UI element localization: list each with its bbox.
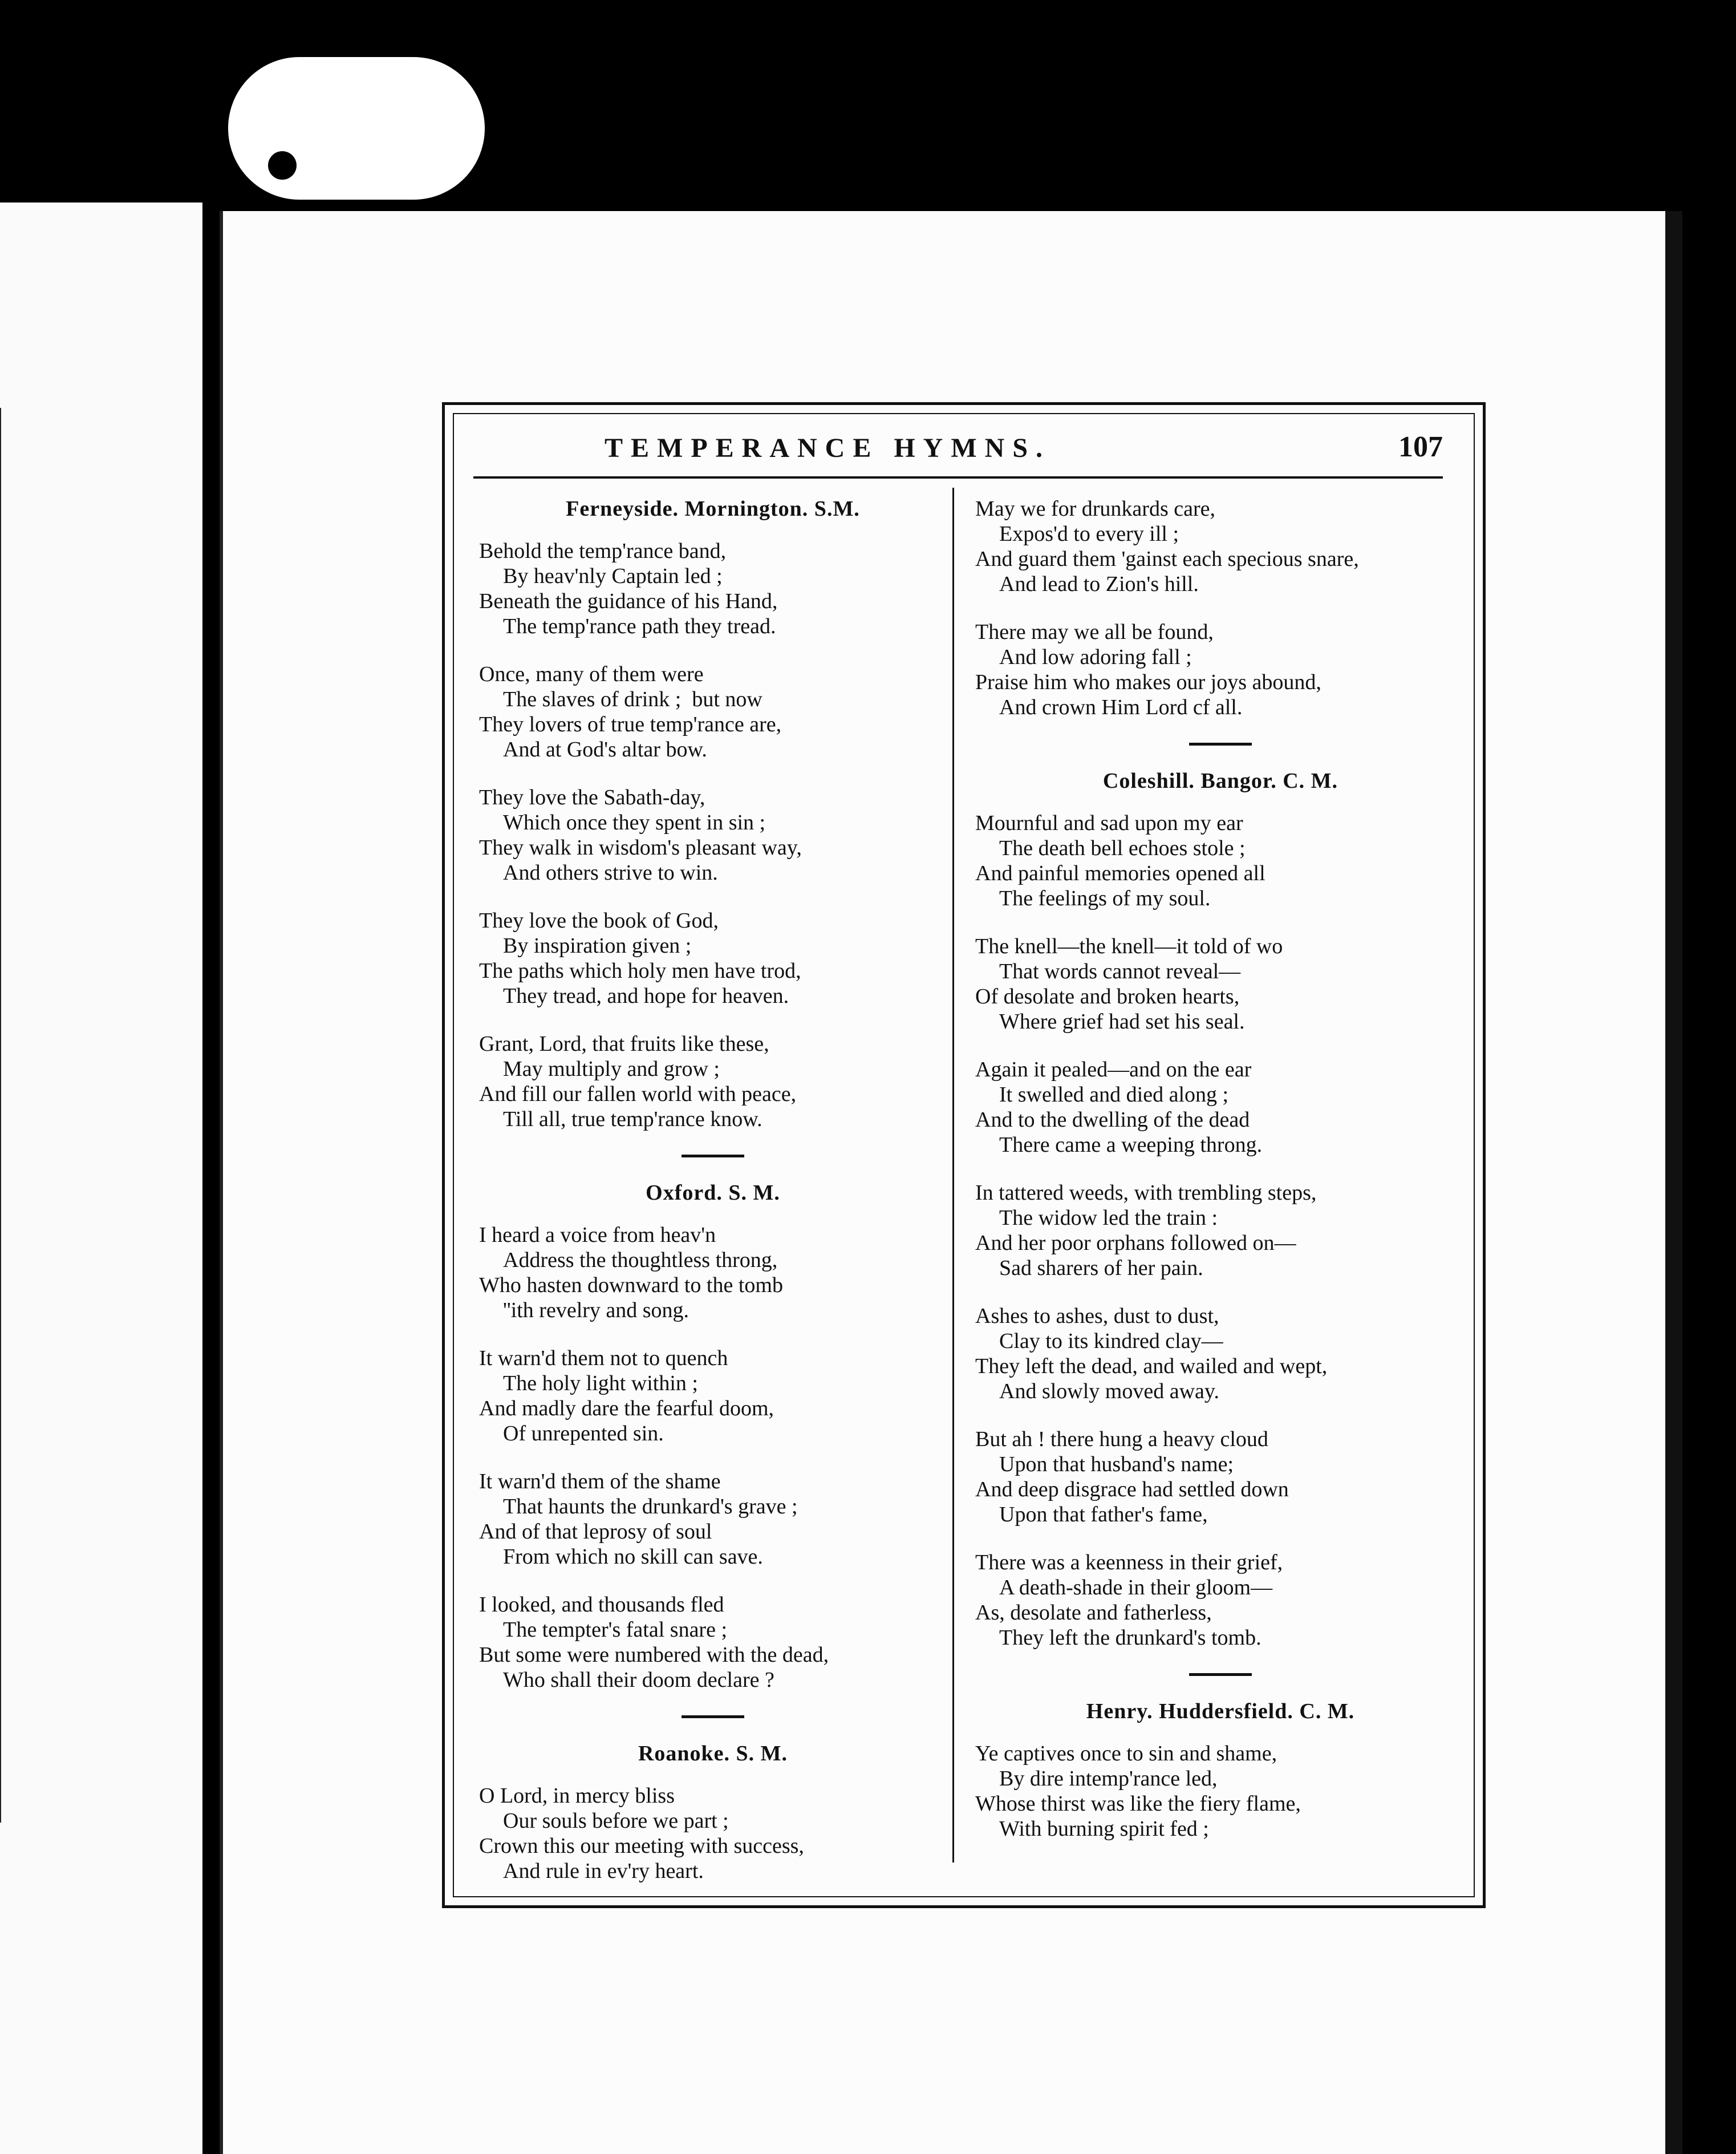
stanza: [479, 1469, 947, 1569]
verse-line: But ah ! there hung a heavy cloud: [975, 1427, 1268, 1451]
verse-line: They tread, and hope for heaven.: [503, 984, 789, 1008]
stanza: [975, 1741, 1466, 1841]
verse-line: Our souls before we part ;: [503, 1809, 729, 1833]
verse-line: They walk in wisdom's pleasant way,: [479, 836, 802, 860]
hymn-separator: [1189, 1673, 1252, 1676]
stanza: [975, 1550, 1466, 1650]
stanza: [975, 496, 1466, 597]
verse-line: And painful memories opened all: [975, 861, 1266, 885]
tune-heading: Henry. Huddersfield. C. M.: [1086, 1699, 1355, 1723]
verse-line: And slowly moved away.: [999, 1379, 1219, 1403]
hymn-separator: [682, 1155, 744, 1157]
verse-line: There was a keenness in their grief,: [975, 1550, 1283, 1574]
verse-line: Of unrepented sin.: [503, 1422, 664, 1446]
page-frame: [442, 402, 1486, 1908]
verse-line: Sad sharers of her pain.: [999, 1256, 1203, 1280]
stanza: [975, 620, 1466, 720]
verse-line: Clay to its kindred clay—: [999, 1329, 1223, 1353]
facing-page-edge: [0, 203, 202, 2154]
verse-line: And low adoring fall ;: [999, 645, 1192, 669]
tune-heading: Ferneyside. Mornington. S.M.: [566, 497, 860, 521]
stanza: [479, 1031, 947, 1132]
stanza: [975, 1303, 1466, 1404]
stanza: [975, 1057, 1466, 1157]
verse-line: The death bell echoes stole ;: [999, 836, 1246, 860]
verse-line: Upon that husband's name;: [999, 1452, 1234, 1476]
stanza: [479, 785, 947, 885]
stanza: [975, 811, 1466, 911]
running-title: TEMPERANCE HYMNS.: [605, 433, 1051, 463]
verse-line: I looked, and thousands fled: [479, 1593, 724, 1617]
stanza: [479, 662, 947, 762]
verse-line: And to the dwelling of the dead: [975, 1108, 1250, 1132]
verse-line: ''ith revelry and song.: [503, 1298, 689, 1322]
verse-line: The widow led the train :: [999, 1206, 1218, 1230]
verse-line: There may we all be found,: [975, 620, 1214, 644]
stanza: [479, 538, 947, 639]
verse-line: They lovers of true temp'rance are,: [479, 712, 782, 736]
verse-line: The paths which holy men have trod,: [479, 959, 801, 983]
verse-line: Mournful and sad upon my ear: [975, 811, 1243, 835]
verse-line: Of desolate and broken hearts,: [975, 985, 1240, 1009]
verse-line: The temp'rance path they tread.: [503, 614, 776, 638]
verse-line: Till all, true temp'rance know.: [503, 1107, 762, 1131]
verse-line: I heard a voice from heav'n: [479, 1223, 716, 1247]
verse-line: That haunts the drunkard's grave ;: [503, 1495, 798, 1519]
verse-line: With burning spirit fed ;: [999, 1817, 1209, 1841]
verse-line: Address the thoughtless throng,: [503, 1248, 778, 1272]
verse-line: They left the dead, and wailed and wept,: [975, 1354, 1328, 1378]
column-divider: [952, 488, 954, 1863]
tag-hole: [268, 151, 297, 180]
verse-line: A death-shade in their gloom—: [999, 1576, 1273, 1600]
verse-line: The slaves of drink ; but now: [503, 687, 762, 711]
tune-heading: Oxford. S. M.: [646, 1181, 780, 1205]
stanza: [479, 908, 947, 1009]
verse-line: The holy light within ;: [503, 1371, 698, 1395]
header-rule: [473, 476, 1443, 479]
stanza: [479, 1592, 947, 1693]
verse-line: May multiply and grow ;: [503, 1057, 720, 1081]
hymn-separator: [1189, 743, 1252, 746]
verse-line: Once, many of them were: [479, 662, 704, 686]
verse-line: O Lord, in mercy bliss: [479, 1784, 675, 1808]
verse-line: In tattered weeds, with trembling steps,: [975, 1181, 1317, 1205]
page-number: 107: [1398, 431, 1443, 463]
verse-line: It warn'd them of the shame: [479, 1469, 721, 1493]
verse-line: The tempter's fatal snare ;: [503, 1618, 728, 1642]
paper-tag: [228, 57, 485, 200]
verse-line: Where grief had set his seal.: [999, 1010, 1245, 1034]
running-header: [473, 428, 1443, 468]
verse-line: Behold the temp'rance band,: [479, 539, 727, 563]
verse-line: There came a weeping throng.: [999, 1133, 1263, 1157]
verse-line: Which once they spent in sin ;: [503, 811, 766, 835]
stanza: [975, 1180, 1466, 1281]
verse-line: From which no skill can save.: [503, 1545, 763, 1569]
left-column: [479, 496, 947, 1906]
verse-line: Whose thirst was like the fiery flame,: [975, 1792, 1301, 1816]
verse-line: The feelings of my soul.: [999, 886, 1211, 910]
verse-line: By heav'nly Captain led ;: [503, 564, 723, 588]
verse-line: And madly dare the fearful doom,: [479, 1396, 774, 1420]
verse-line: It warn'd them not to quench: [479, 1346, 728, 1370]
verse-line: The knell—the knell—it told of wo: [975, 934, 1283, 958]
verse-line: And lead to Zion's hill.: [999, 572, 1199, 596]
verse-line: Crown this our meeting with success,: [479, 1834, 804, 1858]
verse-line: That words cannot reveal—: [999, 959, 1241, 983]
verse-line: It swelled and died along ;: [999, 1083, 1229, 1107]
verse-line: And at God's altar bow.: [503, 738, 707, 762]
verse-line: Ashes to ashes, dust to dust,: [975, 1304, 1219, 1328]
stanza: [479, 1222, 947, 1323]
right-column: [975, 496, 1466, 1864]
tune-heading: Roanoke. S. M.: [638, 1742, 788, 1766]
verse-line: Expos'd to every ill ;: [999, 522, 1179, 546]
verse-line: Ye captives once to sin and shame,: [975, 1742, 1277, 1766]
verse-line: As, desolate and fatherless,: [975, 1601, 1212, 1625]
verse-line: Beneath the guidance of his Hand,: [479, 589, 778, 613]
verse-line: And crown Him Lord cf all.: [999, 695, 1243, 719]
verse-line: And guard them 'gainst each specious snare,: [975, 547, 1359, 571]
verse-line: And rule in ev'ry heart.: [503, 1859, 704, 1883]
verse-line: Again it pealed—and on the ear: [975, 1058, 1252, 1082]
verse-line: Upon that father's fame,: [999, 1503, 1208, 1527]
stanza: [479, 1346, 947, 1446]
verse-line: They left the drunkard's tomb.: [999, 1626, 1262, 1650]
hymn-separator: [682, 1715, 744, 1718]
verse-line: They love the book of God,: [479, 909, 719, 933]
verse-line: Grant, Lord, that fruits like these,: [479, 1032, 769, 1056]
page-edge-shadow: [1665, 211, 1682, 2154]
stanza: [975, 1427, 1466, 1527]
verse-line: By dire intemp'rance led,: [999, 1767, 1218, 1791]
verse-line: May we for drunkards care,: [975, 497, 1215, 521]
verse-line: Praise him who makes our joys abound,: [975, 670, 1321, 694]
stanza: [479, 1783, 947, 1884]
tune-heading: Coleshill. Bangor. C. M.: [1102, 769, 1338, 793]
verse-line: And fill our fallen world with peace,: [479, 1082, 797, 1106]
stanza: [975, 934, 1466, 1034]
verse-line: But some were numbered with the dead,: [479, 1643, 829, 1667]
verse-line: And her poor orphans followed on—: [975, 1231, 1296, 1255]
verse-line: And of that leprosy of soul: [479, 1520, 712, 1544]
verse-line: By inspiration given ;: [503, 934, 692, 958]
verse-line: They love the Sabath-day,: [479, 786, 705, 809]
verse-line: And others strive to win.: [503, 861, 718, 885]
verse-line: Who hasten downward to the tomb: [479, 1273, 783, 1297]
verse-line: Who shall their doom declare ?: [503, 1668, 774, 1692]
verse-line: And deep disgrace had settled down: [975, 1477, 1289, 1501]
